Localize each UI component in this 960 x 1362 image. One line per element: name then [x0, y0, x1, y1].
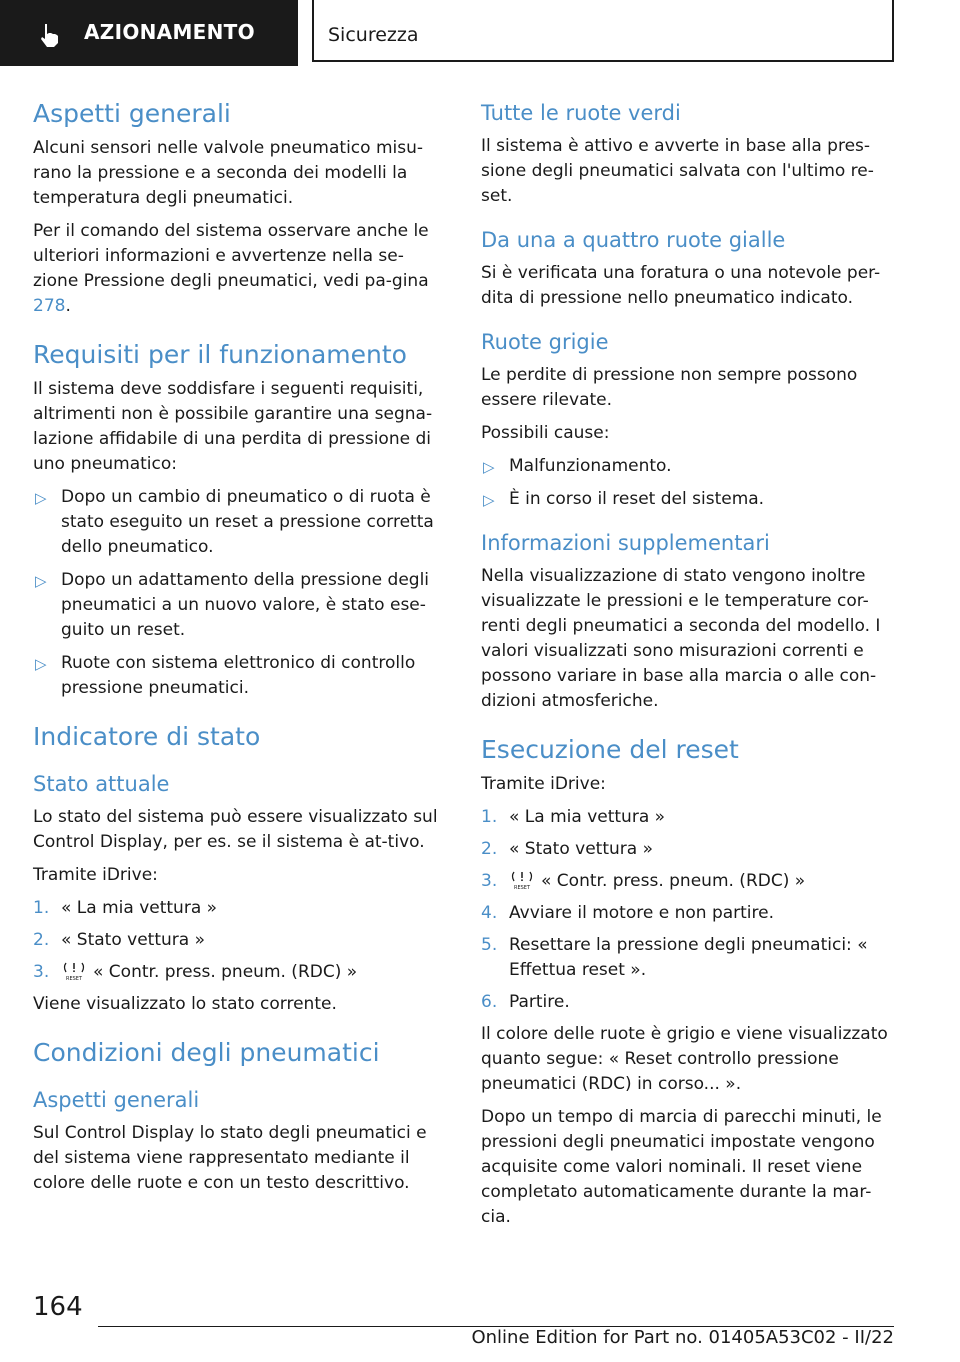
- step-text: « Contr. press. pneum. (RDC) »: [541, 871, 806, 891]
- step-text: « Contr. press. pneum. (RDC) »: [93, 962, 358, 982]
- triangle-bullet-icon: ▷: [35, 655, 47, 673]
- list-item: [33, 485, 445, 560]
- tire-reset-icon: [61, 961, 87, 981]
- heading-all-green: Tutte le ruote verdi: [481, 101, 681, 125]
- list-item: [33, 568, 445, 643]
- paragraph-general-2: [33, 219, 445, 319]
- status-steps: [33, 896, 445, 985]
- step-number: 2.: [481, 839, 498, 859]
- reset-steps: [481, 805, 893, 1015]
- causes-list: [481, 454, 893, 512]
- reset-icon-label: RESET: [65, 976, 83, 981]
- list-item-text: Ruote con sistema elettronico di controllo pressione pneumatici.: [61, 653, 416, 698]
- triangle-bullet-icon: ▷: [35, 489, 47, 507]
- list-item: [481, 454, 893, 479]
- heading-current-status: Stato attuale: [33, 772, 170, 796]
- paragraph-reset-2: Dopo un tempo di marcia di parecchi minuti, le pressioni degli pneumatici impostate vengono acquisite come valori nominali. Il reset viene completato automaticamente durante la mar-cia.: [481, 1107, 882, 1227]
- step-item: [481, 837, 893, 862]
- paragraph-extra-info: Nella visualizzazione di stato vengono inoltre visualizzate le pressioni e le temperature cor-renti degli pneumatici a seconda del modello. I valori visualizzati sono misurazioni correnti e possono variare in base alla marcia o alle con-dizioni atmosferiche.: [481, 566, 881, 711]
- paragraph-reset-1: Il colore delle ruote è grigio e viene visualizzato quanto segue: « Reset controllo pressione pneumatici (RDC) in corso... ».: [481, 1024, 888, 1094]
- step-text: Resettare la pressione degli pneumatici: « Effettua reset ».: [509, 935, 868, 980]
- list-item-text: Malfunzionamento.: [509, 456, 672, 476]
- paragraph-current-status: Lo stato del sistema può essere visualizzato sul Control Display, per es. se il sistema è at-tivo.: [33, 807, 438, 852]
- step-text: « Stato vettura »: [61, 930, 205, 950]
- paragraph-general-2-end: .: [65, 296, 71, 316]
- step-number: 4.: [481, 903, 498, 923]
- left-column: [33, 98, 445, 1196]
- heading-general: Aspetti generali: [33, 99, 231, 128]
- chapter-label: AZIONAMENTO: [84, 20, 255, 44]
- list-item-text: Dopo un cambio di pneumatico o di ruota è stato eseguito un reset a pressione corretta dello pneumatico.: [61, 487, 434, 557]
- paragraph-causes: Possibili cause:: [481, 423, 610, 443]
- heading-extra-info: Informazioni supplementari: [481, 531, 770, 555]
- step-text: « La mia vettura »: [509, 807, 666, 827]
- step-number: 3.: [33, 962, 50, 982]
- list-item-text: Dopo un adattamento della pressione degli pneumatici a un nuovo valore, è stato ese-guito un reset.: [61, 570, 430, 640]
- triangle-bullet-icon: ▷: [35, 572, 47, 590]
- step-item: [481, 933, 893, 983]
- paragraph-yellow: Si è verificata una foratura o una notevole per-dita di pressione nello pneumatico indicato.: [481, 263, 881, 308]
- step-number: 1.: [481, 807, 498, 827]
- step-number: 1.: [33, 898, 50, 918]
- right-column: [481, 98, 893, 1230]
- paragraph-general-1: Alcuni sensori nelle valvole pneumatico misu-rano la pressione e a seconda dei modelli la temperatura degli pneumatici.: [33, 138, 423, 208]
- paragraph-via-idrive: Tramite iDrive:: [481, 774, 606, 794]
- heading-general-2: Aspetti generali: [33, 1088, 200, 1112]
- step-item: [33, 960, 445, 985]
- step-text: Avviare il motore e non partire.: [509, 903, 775, 923]
- step-number: 3.: [481, 871, 498, 891]
- step-item: [481, 990, 893, 1015]
- heading-tire-conditions: Condizioni degli pneumatici: [33, 1038, 380, 1067]
- list-item: [481, 487, 893, 512]
- section-label: Sicurezza: [328, 24, 419, 46]
- step-item: [481, 869, 893, 894]
- paragraph-requirements: Il sistema deve soddisfare i seguenti requisiti, altrimenti non è possibile garantire una segna-lazione affidabile di una perdita di pressione di uno pneumatico:: [33, 379, 433, 474]
- paragraph-shown: Viene visualizzato lo stato corrente.: [33, 994, 337, 1014]
- step-number: 5.: [481, 935, 498, 955]
- heading-reset: Esecuzione del reset: [481, 735, 739, 764]
- step-item: [481, 901, 893, 926]
- step-text: « Stato vettura »: [509, 839, 653, 859]
- tire-reset-icon: [509, 870, 535, 890]
- triangle-bullet-icon: ▷: [483, 491, 495, 509]
- heading-yellow: Da una a quattro ruote gialle: [481, 228, 786, 252]
- paragraph-via-idrive: Tramite iDrive:: [33, 865, 158, 885]
- hand-pointer-icon: [36, 21, 64, 49]
- step-text: « La mia vettura »: [61, 898, 218, 918]
- chapter-tab: [0, 0, 298, 66]
- edition-text: Online Edition for Part no. 01405A53C02 - II/22: [471, 1327, 894, 1348]
- heading-grey: Ruote grigie: [481, 330, 609, 354]
- step-item: [33, 896, 445, 921]
- list-item: [33, 651, 445, 701]
- step-number: 2.: [33, 930, 50, 950]
- reset-icon-label: RESET: [513, 885, 531, 890]
- heading-requirements: Requisiti per il funzionamento: [33, 340, 407, 369]
- section-header: [312, 0, 894, 62]
- step-item: [33, 928, 445, 953]
- paragraph-all-green: Il sistema è attivo e avverte in base alla pres-sione degli pneumatici salvata con l'ultimo re-set.: [481, 136, 874, 206]
- step-number: 6.: [481, 992, 498, 1012]
- paragraph-general-3: Sul Control Display lo stato degli pneumatici e del sistema viene rappresentato mediante il colore delle ruote e con un testo descrittivo.: [33, 1123, 427, 1193]
- page-number: 164: [33, 1292, 83, 1322]
- step-item: [481, 805, 893, 830]
- page-link-278[interactable]: 278: [33, 296, 66, 316]
- list-item-text: È in corso il reset del sistema.: [509, 489, 765, 509]
- paragraph-general-2-text: Per il comando del sistema osservare anche le ulteriori informazioni e avvertenze nella se-zione Pressione degli pneumatici, vedi pa-gina: [33, 221, 429, 291]
- step-text: Partire.: [509, 992, 570, 1012]
- paragraph-grey: Le perdite di pressione non sempre possono essere rilevate.: [481, 365, 858, 410]
- requirements-list: [33, 485, 445, 701]
- heading-status-indicator: Indicatore di stato: [33, 722, 261, 751]
- triangle-bullet-icon: ▷: [483, 458, 495, 476]
